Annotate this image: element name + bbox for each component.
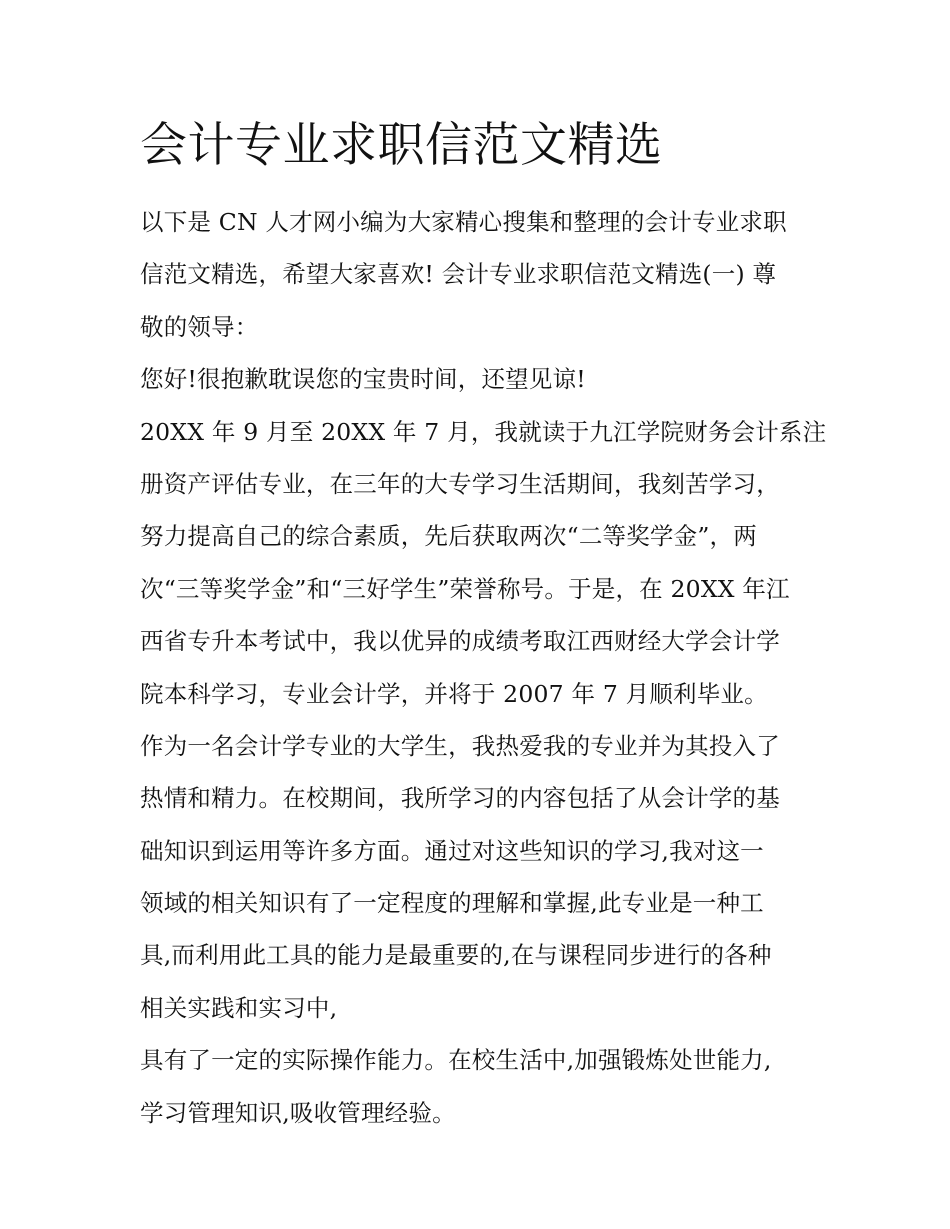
text-line: 具有了一定的实际操作能力。在校生活中,加强锻炼处世能力, <box>140 1046 772 1075</box>
text-line: 西省专升本考试中，我以优异的成绩考取江西财经大学会计学 <box>140 627 780 656</box>
text-line: 作为一名会计学专业的大学生，我热爱我的专业并为其投入了 <box>140 731 780 760</box>
text-line: 础知识到运用等许多方面。通过对这些知识的学习,我对这一 <box>140 836 764 865</box>
text-line: 具,而利用此工具的能力是最重要的,在与课程同步进行的各种 <box>140 941 772 970</box>
body-text <box>140 203 827 1146</box>
text-line: 次“三等奖学金”和“三好学生”荣誉称号。于是，在 20XX 年江 <box>140 574 790 603</box>
text-line: 相关实践和实习中, <box>140 993 338 1022</box>
text-line: 领域的相关知识有了一定程度的理解和掌握,此专业是一种工 <box>140 889 764 918</box>
text-line: 院本科学习，专业会计学，并将于 2007 年 7 月顺利毕业。 <box>140 679 768 708</box>
text-line: 册资产评估专业，在三年的大专学习生活期间，我刻苦学习， <box>140 469 780 498</box>
text-line: 努力提高自己的综合素质，先后获取两次“二等奖学金”，两 <box>140 522 757 551</box>
text-line: 热情和精力。在校期间，我所学习的内容包括了从会计学的基 <box>140 784 780 813</box>
text-line: 20XX 年 9 月至 20XX 年 7 月，我就读于九江学院财务会计系注 <box>140 417 827 446</box>
text-line: 您好!很抱歉耽误您的宝贵时间，还望见谅! <box>140 365 586 394</box>
text-line: 敬的领导： <box>140 312 259 341</box>
text-line: 信范文精选，希望大家喜欢! 会计专业求职信范文精选(一) 尊 <box>140 260 777 289</box>
text-line: 以下是 CN 人才网小编为大家精心搜集和整理的会计专业求职 <box>140 208 787 236</box>
text-line: 学习管理知识,吸收管理经验。 <box>140 1098 456 1127</box>
page-title: 会计专业求职信范文精选 <box>140 118 663 173</box>
